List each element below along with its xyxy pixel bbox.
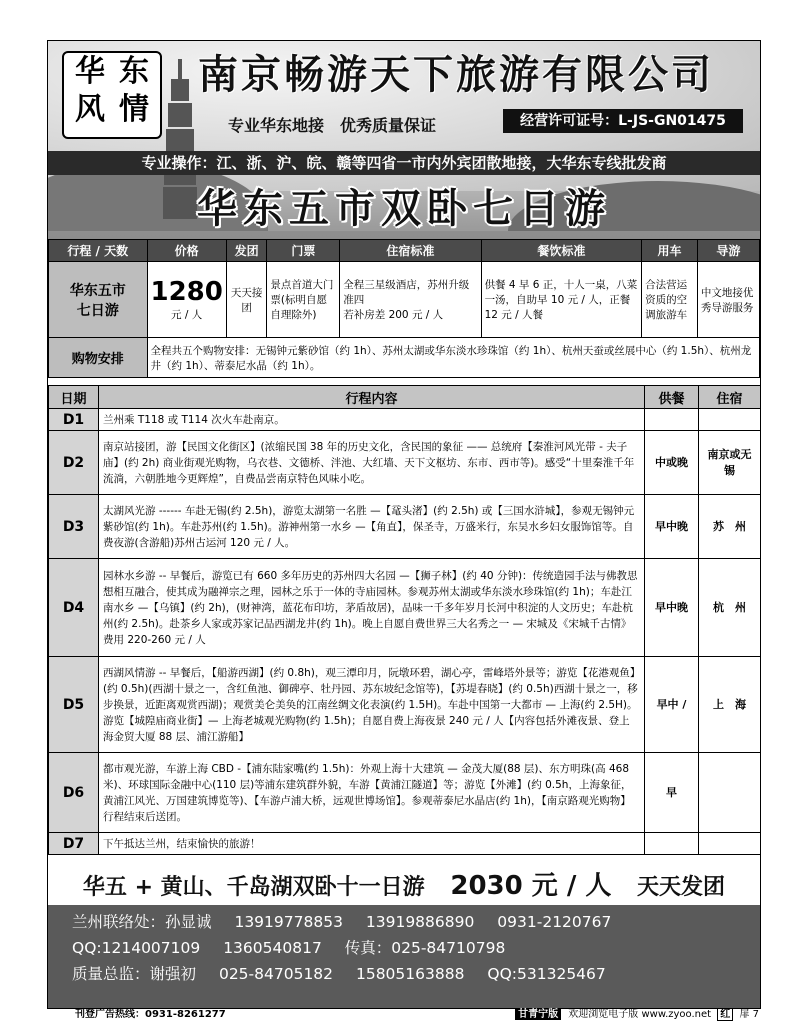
ad-hotline: 刊登广告热线：0931-8261277 bbox=[75, 1009, 226, 1020]
page-sheet bbox=[47, 40, 761, 1009]
day-meal bbox=[645, 833, 699, 855]
day-label: D5 bbox=[49, 657, 99, 753]
tour-summary-table bbox=[48, 239, 760, 378]
qq-number: QQ:1214007109 bbox=[72, 939, 201, 957]
page-footer bbox=[47, 1009, 759, 1023]
route-cell: 华东五市 七日游 bbox=[49, 262, 148, 338]
day-meal: 早中晚 bbox=[645, 495, 699, 559]
edition-tag: 甘青宁版 bbox=[515, 1009, 561, 1020]
day-label: D7 bbox=[49, 833, 99, 855]
slogan: 专业华东地接 优秀质量保证 bbox=[228, 116, 437, 135]
day-label: D2 bbox=[49, 431, 99, 495]
departure-cell: 天天接团 bbox=[226, 262, 267, 338]
day-content: 南京站接团，游【民国文化街区】(浓缩民国 38 年的历史文化，含民国的象征 —— 总统府【秦淮河风光带 - 夫子庙】(约 2h) 商业街观光购物，乌衣巷、文德桥、泮池、大红墙、天下文枢坊、东市、西市等)。感受“十里秦淮千年流淌，六朝胜地今更辉煌”，自费品尝南京特色风味小吃。 bbox=[99, 431, 645, 495]
logo-huadong-fengqing: 华 东 风 情 bbox=[62, 51, 162, 139]
header-tickets: 门票 bbox=[267, 240, 340, 262]
color-label: 红 bbox=[717, 1008, 733, 1021]
header-hotel: 住宿标准 bbox=[340, 240, 481, 262]
day-meal: 早中 / bbox=[645, 657, 699, 753]
day-label: D4 bbox=[49, 559, 99, 657]
header-stay: 住宿 bbox=[699, 386, 761, 409]
day-label: D1 bbox=[49, 409, 99, 431]
phone: 13919886890 bbox=[365, 913, 475, 931]
phone: 15805163888 bbox=[355, 965, 465, 983]
day-stay: 苏 州 bbox=[699, 495, 761, 559]
price-cell bbox=[147, 262, 226, 338]
day-content: 西湖风情游 -- 早餐后，【船游西湖】(约 0.8h)，观三潭印月，阮墩环碧，湖心亭，雷峰塔外景等；游览【花港观鱼】(约 0.5h)(西湖十景之一，含红鱼池、御碑亭、牡丹园、苏东坡纪念馆等)，【苏堤春晓】(约 0.5h)西湖十景之一，移步换景，近距离观赏西湖)；观赏美仑美奂的江南丝绸文化表演(约 1.5H)。车赴中国第一大都市 — 上海(约 2.5H)。游览【城隍庙商业街】— 上海老城观光购物(约 1.5h)；自愿自费上海夜景 240 元 / 人【内容包括外滩夜景、登上海金贸大厦 88 层、浦江游船】 bbox=[99, 657, 645, 753]
site-link[interactable]: 欢迎浏览电子版 www.zyoo.net bbox=[568, 1009, 712, 1020]
itinerary-table bbox=[48, 385, 761, 855]
header-meal: 供餐 bbox=[645, 386, 699, 409]
phone: 13919778853 bbox=[234, 913, 343, 931]
day-stay bbox=[699, 833, 761, 855]
promo-price: 2030 元 / 人 bbox=[450, 871, 612, 901]
day-stay: 南京或无锡 bbox=[699, 431, 761, 495]
price-value: 1280 bbox=[150, 277, 223, 307]
operations-banner: 专业操作：江、浙、沪、皖、赣等四省一市内外宾团散地接，大华东专线批发商 bbox=[48, 151, 760, 175]
promo-tag: 天天发团 bbox=[637, 875, 726, 900]
day-content: 都市观光游，车游上海 CBD -【浦东陆家嘴(约 1.5h)：外观上海十大建筑 — 金茂大厦(88 层)、东方明珠(高 468 米)、环球国际金融中心(110 层)等浦东建筑群外貌，车游【黄浦江隧道】等；游览【外滩】(约 0.5h，上海象征，黄浦江风光、万国建筑博览等)、【车游卢浦大桥，远观世博场馆】。参观蒂泰尼水晶店(约 1h)，【南京路观光购物】行程结束后送团。 bbox=[99, 753, 645, 833]
day-meal bbox=[645, 409, 699, 431]
header-vehicle: 用车 bbox=[642, 240, 698, 262]
license-number: 经营许可证号：L-JS-GN01475 bbox=[503, 109, 743, 133]
contact-row-3 bbox=[72, 961, 760, 987]
company-name: 南京畅游天下旅游有限公司 bbox=[198, 51, 714, 98]
day-stay bbox=[699, 409, 761, 431]
day-meal: 早中晚 bbox=[645, 559, 699, 657]
promo-line bbox=[48, 867, 760, 905]
header-date: 日期 bbox=[49, 386, 99, 409]
qq-number: QQ:531325467 bbox=[487, 965, 606, 983]
tickets-cell: 景点首道大门票(标明自愿自理除外) bbox=[267, 262, 340, 338]
day-label: D6 bbox=[49, 753, 99, 833]
day-stay: 杭 州 bbox=[699, 559, 761, 657]
day-stay: 上 海 bbox=[699, 657, 761, 753]
day-meal: 中或晚 bbox=[645, 431, 699, 495]
contact-row-1 bbox=[72, 909, 760, 935]
day-content: 太湖风光游 ------ 车赴无锡(约 2.5h)，游览太湖第一名胜 —【鼋头渚】(约 2.5h) 或【三国水浒城】，参观无锡钟元紫砂馆(约 1h)。车赴苏州(约 1.5h)。游神州第一水乡 —【角直】，保圣寺，万盛米行，东吴水乡妇女服饰馆等。自费夜游(含游船)苏州古运河 120 元 / 人。 bbox=[99, 495, 645, 559]
header-guide: 导游 bbox=[697, 240, 759, 262]
hotel-cell: 全程三星级酒店，苏州升级准四 若补房差 200 元 / 人 bbox=[340, 262, 481, 338]
day-label: D3 bbox=[49, 495, 99, 559]
page-number: 扉 7 bbox=[739, 1009, 759, 1020]
meals-cell: 供餐 4 早 6 正，十人一桌，八菜一汤，自助早 10 元 / 人，正餐 12 元 / 人餐 bbox=[481, 262, 642, 338]
header-content: 行程内容 bbox=[99, 386, 645, 409]
price-unit: 元 / 人 bbox=[171, 309, 203, 321]
vehicle-cell: 合法营运资质的空调旅游车 bbox=[642, 262, 698, 338]
promo-name: 华五 + 黄山、千岛湖双卧十一日游 bbox=[82, 875, 425, 900]
footer-right bbox=[515, 1005, 759, 1020]
day-content: 兰州乘 T118 或 T114 次火车赴南京。 bbox=[99, 409, 645, 431]
day-meal: 早 bbox=[645, 753, 699, 833]
shopping-label: 购物安排 bbox=[49, 338, 148, 378]
shopping-cell: 全程共五个购物安排：无锡钟元紫砂馆（约 1h）、苏州太湖或华东淡水珍珠馆（约 1h）、杭州天蚕或丝展中心（约 1.5h）、杭州龙井（约 1h）、蒂泰尼水晶（约 1h）。 bbox=[147, 338, 760, 378]
lanzhou-office: 兰州联络处：孙显诚 bbox=[72, 913, 212, 931]
phone: 0931-2120767 bbox=[497, 913, 612, 931]
header-departure: 发团 bbox=[226, 240, 267, 262]
header-route: 行程 / 天数 bbox=[49, 240, 148, 262]
header-meals: 餐饮标准 bbox=[481, 240, 642, 262]
guide-cell: 中文地接优秀导游服务 bbox=[697, 262, 759, 338]
day-stay bbox=[699, 753, 761, 833]
phone: 025-84705182 bbox=[218, 965, 334, 983]
quality-director: 质量总监：谢强初 bbox=[72, 965, 197, 983]
contact-row-2 bbox=[72, 935, 760, 961]
day-content: 园林水乡游 -- 早餐后，游览已有 660 多年历史的苏州四大名园 —【狮子林】(约 40 分钟)：传统造园手法与佛教思想相互融合，使其成为融禅宗之理，园林之乐于一体的寺庙园林。参观苏州太湖或华东淡水珍珠馆(约 1h)；车赴江南水乡 —【乌镇】(约 2h)，(财神湾，蓝花布印坊，茅盾故居)，品味一千多年岁月长河中积淀的人文历史；车赴杭州(约 2.5h)。赴茶乡人家或苏家记品西湖龙井(约 1h)。晚上自愿自费世界三大名秀之一 — 宋城及《宋城千古情》费用 220-260 元 / 人 bbox=[99, 559, 645, 657]
phone: 1360540817 bbox=[223, 939, 322, 957]
fax-number: 传真：025-84710798 bbox=[344, 939, 506, 957]
tour-title: 华东五市双卧七日游 bbox=[197, 186, 611, 232]
contact-block bbox=[48, 905, 760, 1008]
header-price: 价格 bbox=[147, 240, 226, 262]
day-content: 下午抵达兰州，结束愉快的旅游！ bbox=[99, 833, 645, 855]
